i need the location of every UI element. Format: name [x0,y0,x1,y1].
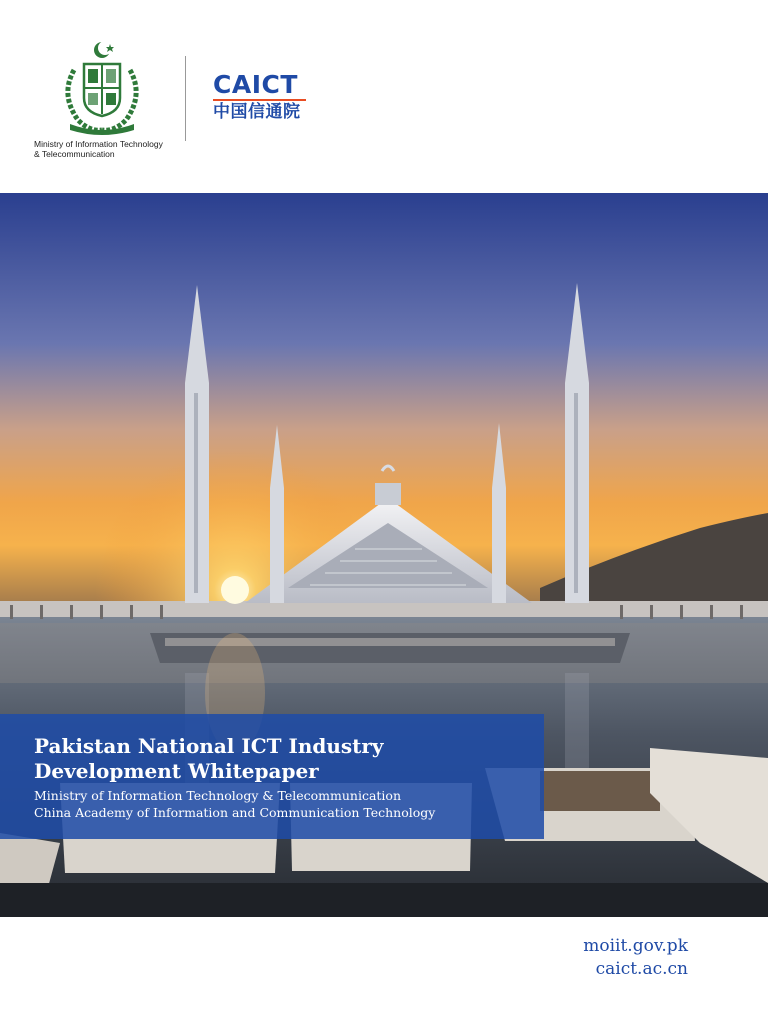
publisher-caict: China Academy of Information and Communication Technology [34,805,436,820]
footer-link-moiit[interactable]: moiit.gov.pk [583,936,688,956]
ministry-caption-line2: & Telecommunication [34,149,115,159]
cover-header [0,0,768,193]
ministry-caption-line1: Ministry of Information Technology [34,139,163,149]
cover-footer [0,917,768,1024]
footer-link-caict[interactable]: caict.ac.cn [595,959,688,979]
caict-logo-name: CAICT [213,70,298,99]
caict-logo-chinese: 中国信通院 [213,102,301,122]
logo-divider [185,56,186,141]
footer-links [583,935,688,981]
cover-title-box [0,714,544,839]
ministry-emblem-logo [56,40,148,135]
cover-publishers [34,787,435,821]
caict-logo [213,71,313,127]
cover-title: Pakistan National ICT Industry Development Whitepaper [34,734,384,783]
publisher-ministry: Ministry of Information Technology & Telecommunication [34,788,402,803]
ministry-caption [34,139,184,159]
